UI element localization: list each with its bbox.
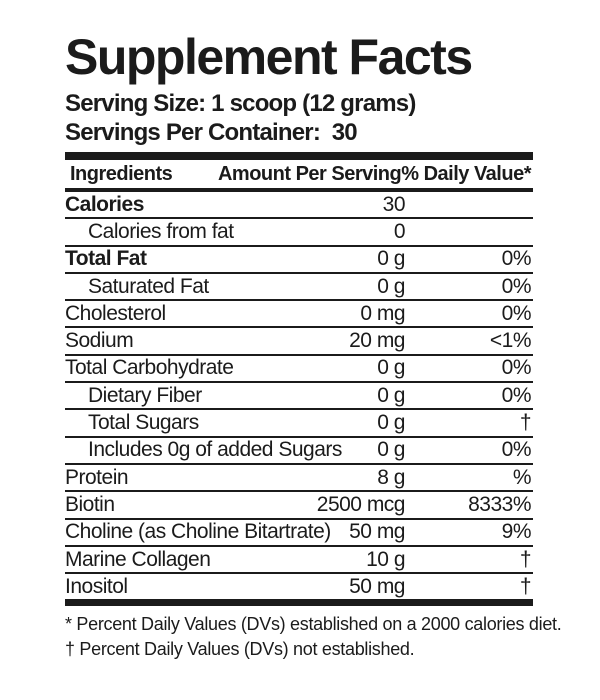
table-row [65,328,533,355]
column-header-daily-value: % Daily Value* [401,162,531,185]
ingredient-daily-value: 0% [501,274,531,298]
table-row [65,192,533,219]
ingredient-daily-value: 8333% [468,492,531,516]
ingredient-amount: 0 g [377,383,405,407]
table-row [65,356,533,383]
table-row-left-group [65,520,405,544]
ingredient-daily-value: 0% [501,438,531,462]
ingredient-amount: 0 g [377,356,405,380]
ingredient-amount: 0 g [377,247,405,271]
ingredient-daily-value: % [512,465,531,489]
table-row [65,247,533,274]
ingredient-daily-value: 9% [501,520,531,544]
ingredient-name: Marine Collagen [65,547,211,571]
ingredient-name: Choline (as Choline Bitartrate) [65,520,331,544]
table-row [65,438,533,465]
ingredient-amount: 0 [393,219,405,243]
footnotes-block [65,612,562,662]
column-header-ingredients: Ingredients [70,162,173,185]
table-row [65,219,533,246]
ingredient-name: Cholesterol [65,301,166,325]
table-row [65,520,533,547]
servings-per-container-text: Servings Per Container: 30 [65,119,357,146]
table-header-left-group [65,163,401,186]
ingredient-name: Total Sugars [88,411,199,435]
table-row [65,547,533,574]
table-row [65,410,533,437]
ingredient-name: Biotin [65,492,115,516]
table-row [65,301,533,328]
ingredient-daily-value: 0% [501,356,531,380]
ingredient-amount: 50 mg [349,574,405,598]
ingredient-daily-value: <1% [489,329,531,353]
ingredient-amount: 8 g [377,465,405,489]
ingredient-name: Includes 0g of added Sugars [88,438,342,462]
table-row-left-group [65,575,405,599]
table-row-left-group [65,193,405,217]
footnote-dv-established: * Percent Daily Values (DVs) established on a 2000 calories diet. [65,614,562,635]
column-header-amount-per-serving: Amount Per Serving [217,162,402,185]
table-row [65,274,533,301]
ingredient-name: Sodium [65,329,134,353]
supplement-facts-label [65,29,562,662]
ingredient-amount: 30 [382,192,405,216]
ingredient-name: Total Carbohydrate [65,356,234,380]
table-row-left-group [65,275,405,299]
table-row-left-group [65,466,405,490]
ingredient-daily-value: 0% [501,247,531,271]
table-row-left-group [65,220,405,244]
table-row-left-group [65,302,405,326]
ingredient-name: Dietary Fiber [88,383,202,407]
label-title: Supplement Facts [65,29,472,85]
ingredient-table-body [65,192,533,599]
ingredient-amount: 2500 mcg [316,492,405,516]
table-row [65,383,533,410]
ingredient-daily-value: 0% [501,301,531,325]
ingredient-amount: 0 g [377,438,405,462]
table-row-left-group [65,438,405,462]
ingredient-daily-value: † [519,574,531,598]
ingredient-amount: 50 mg [349,520,405,544]
ingredient-amount: 0 g [377,411,405,435]
table-row-left-group [65,493,405,517]
table-row-left-group [65,356,405,380]
divider-thick-top [65,152,533,160]
ingredient-name: Total Fat [65,247,147,271]
ingredient-name: Inositol [65,574,128,598]
ingredient-amount: 20 mg [349,329,405,353]
table-row-left-group [65,329,405,353]
ingredient-amount: 10 g [366,547,405,571]
table-row-left-group [65,247,405,271]
table-row [65,574,533,599]
table-row-left-group [65,411,405,435]
ingredient-daily-value: 0% [501,383,531,407]
ingredient-name: Saturated Fat [88,274,209,298]
divider-thick-bottom [65,599,533,606]
ingredient-daily-value: † [519,547,531,571]
table-header-row [65,160,533,192]
serving-size-text: Serving Size: 1 scoop (12 grams) [65,90,416,117]
footnote-dv-not-established: † Percent Daily Values (DVs) not established. [65,639,415,660]
table-row [65,492,533,519]
ingredient-name: Calories [65,192,144,216]
table-row-left-group [65,548,405,572]
ingredient-daily-value: † [519,411,531,435]
table-row-left-group [65,384,405,408]
table-row [65,465,533,492]
ingredient-amount: 0 g [377,274,405,298]
ingredient-name: Protein [65,465,129,489]
ingredient-name: Calories from fat [88,219,234,243]
ingredient-amount: 0 mg [360,301,405,325]
